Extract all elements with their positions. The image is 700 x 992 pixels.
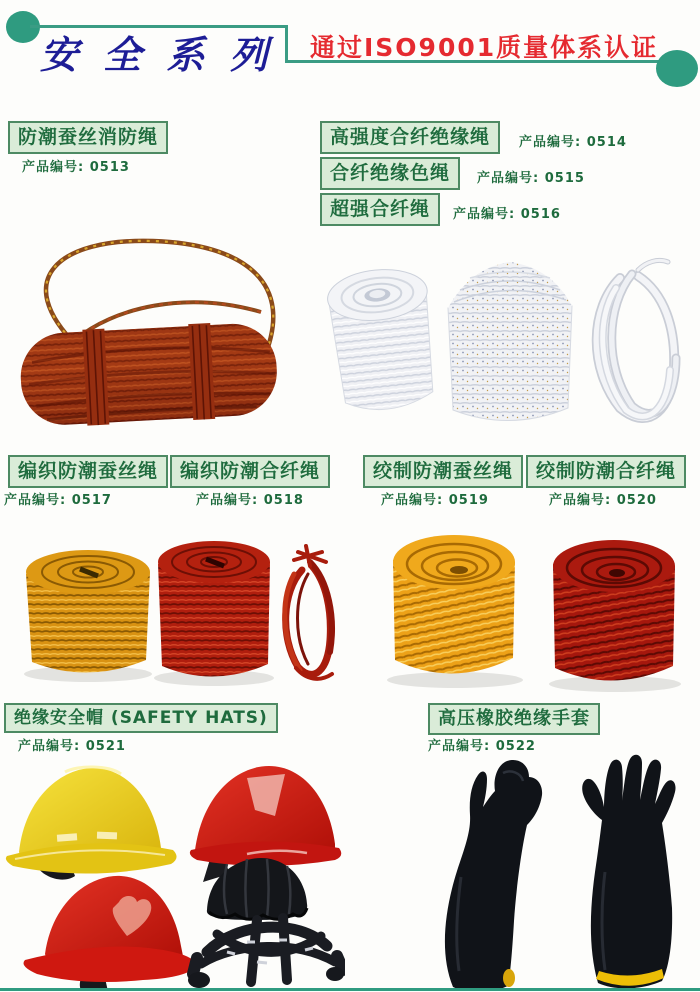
header-rule-step [285,25,288,63]
product-label-0520: 绞制防潮合纤绳 [526,455,686,488]
product-label-0519: 绞制防潮蚕丝绳 [363,455,523,488]
white-rope-spool [325,265,439,414]
iso-certification-text: 通过ISO9001质量体系认证 [310,33,659,62]
product-label-0521: 绝缘安全帽 (SAFETY HATS) [4,703,278,733]
white-rope-coil [597,260,676,418]
product-label-0514: 高强度合纤绝缘绳 [320,121,500,154]
product-code-0520: 产品编号: 0520 [549,493,657,508]
red-rope-coil [285,546,332,679]
product-label-0517: 编织防潮蚕丝绳 [8,455,168,488]
red-braided-roll [154,541,274,686]
product-code-0513: 产品编号: 0513 [22,160,130,175]
red-rope-hank [18,320,279,429]
product-code-0514: 产品编号: 0514 [519,135,627,150]
red-twisted-roll [549,540,681,692]
white-speckled-rope-roll [448,262,572,421]
header-right-dot [656,50,698,87]
series-title: 安 全 系 列 [40,33,274,77]
product-label-0522: 高压橡胶绝缘手套 [428,703,600,735]
yellow-twisted-roll [387,535,523,688]
right-glove-image [582,755,675,989]
fire-rope-photo [5,228,305,443]
product-code-0517: 产品编号: 0517 [4,493,112,508]
gloves-photo [415,752,700,990]
yellow-helmet-image [6,767,177,880]
red-wide-brim-helmet-image [24,876,196,990]
product-label-0518: 编织防潮合纤绳 [170,455,330,488]
left-glove-image [445,760,542,990]
helmet-harness-image [188,918,344,988]
product-code-0516: 产品编号: 0516 [453,207,561,222]
footer-rule [0,988,700,991]
yellow-braided-roll [24,550,152,682]
twisted-ropes-photo [365,520,695,692]
product-code-0515: 产品编号: 0515 [477,171,585,186]
safety-hats-photo [5,756,345,990]
product-code-0519: 产品编号: 0519 [381,493,489,508]
product-code-0518: 产品编号: 0518 [196,493,304,508]
white-ropes-photo [320,248,698,438]
product-label-0513: 防潮蚕丝消防绳 [8,121,168,154]
product-code-0521: 产品编号: 0521 [18,739,126,754]
product-label-0516: 超强合纤绳 [320,193,440,226]
product-label-0515: 合纤绝缘色绳 [320,157,460,190]
braided-ropes-photo [10,522,340,690]
product-code-0522: 产品编号: 0522 [428,739,536,754]
